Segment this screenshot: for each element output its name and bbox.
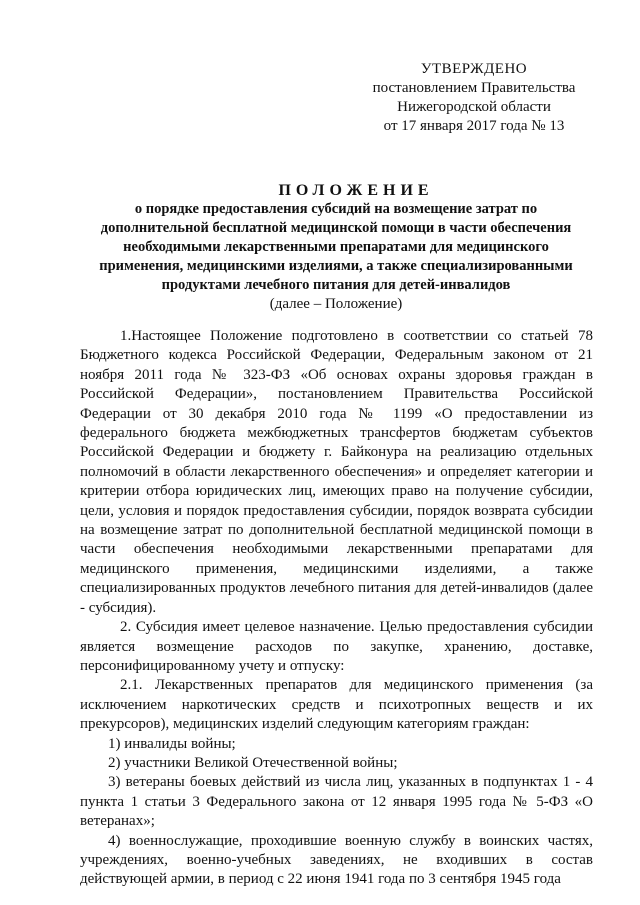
paragraph-2: 2. Субсидия имеет целевое назначение. Целью предоставления субсидии является возмещение расходов по закупке, хранению, доставке, персонифицированному учету и отпуску:	[80, 619, 593, 674]
list-item: 3) ветераны боевых действий из числа лиц, указанных в подпунктах 1 - 4 пункта 1 статьи 3 Федерального закона от 12 января 1995 года № 5-ФЗ «О ветеранах»;	[80, 774, 593, 830]
title-block	[94, 181, 578, 314]
list-item: 4) военнослужащие, проходившие военную службу в воинских частях, учреждениях, военно-учебных заведениях, не входивших в состав действующей армии, в период с 22 июня 1941 года по 3 сентября 1945 года	[80, 832, 593, 888]
document-subtitle	[94, 200, 578, 295]
title-note: (далее – Положение)	[269, 296, 403, 312]
subtitle-line: применения, медицинскими изделиями, а также специализированными	[99, 258, 573, 274]
paragraph-1: 1.Настоящее Положение подготовлено в соответствии со статьей 78 Бюджетного кодекса Российской Федерации, Федеральным законом от 21 ноября 2011 года № 323-ФЗ «Об основах охраны здоровья граждан в Российской Федерации», постановлением Правительства Российской Федерации от 30 декабря 2010 года № 1199 «О предоставлении из федерального бюджета межбюджетных трансфертов бюджетам субъектов Российской Федерации и бюджету г. Байконура на реализацию отдельных полномочий в области лекарственного обеспечения» и определяет категории и критерии отбора юридических лиц, имеющих право на получение субсидии, цели, условия и порядок предоставления субсидии, порядок возврата субсидии на возмещение затрат по дополнительной бесплатной медицинской помощи в части обеспечения необходимыми лекарственными препаратами для медицинского применения, медицинскими изделиями, а также специализированных продуктов лечебного питания для детей-инвалидов (далее - субсидия).	[80, 328, 593, 616]
subtitle-line: необходимыми лекарственными препаратами для медицинского	[123, 239, 549, 255]
paragraph-2-1: 2.1. Лекарственных препаратов для медицинского применения (за исключением наркотических средств и психотропных веществ и их прекурсоров), медицинских изделий следующим категориям граждан:	[80, 677, 593, 733]
list-item: 2) участники Великой Отечественной войны;	[108, 754, 398, 771]
approval-line: Нижегородской области	[397, 99, 551, 115]
approval-date: от 17 января 2017 года № 13	[383, 118, 565, 134]
list-item: 1) инвалиды войны;	[108, 735, 236, 752]
approval-block	[360, 60, 588, 136]
document-heading: ПОЛОЖЕНИЕ	[278, 182, 434, 199]
subtitle-line: продуктами лечебного питания для детей-инвалидов	[161, 277, 511, 293]
approval-stamp: УТВЕРЖДЕНО	[420, 61, 528, 77]
subtitle-line: дополнительной бесплатной медицинской помощи в части обеспечения	[100, 220, 572, 236]
subtitle-line: о порядке предоставления субсидий на возмещение затрат по	[134, 201, 538, 217]
document-body	[80, 327, 593, 890]
approval-line: постановлением Правительства	[372, 80, 576, 96]
